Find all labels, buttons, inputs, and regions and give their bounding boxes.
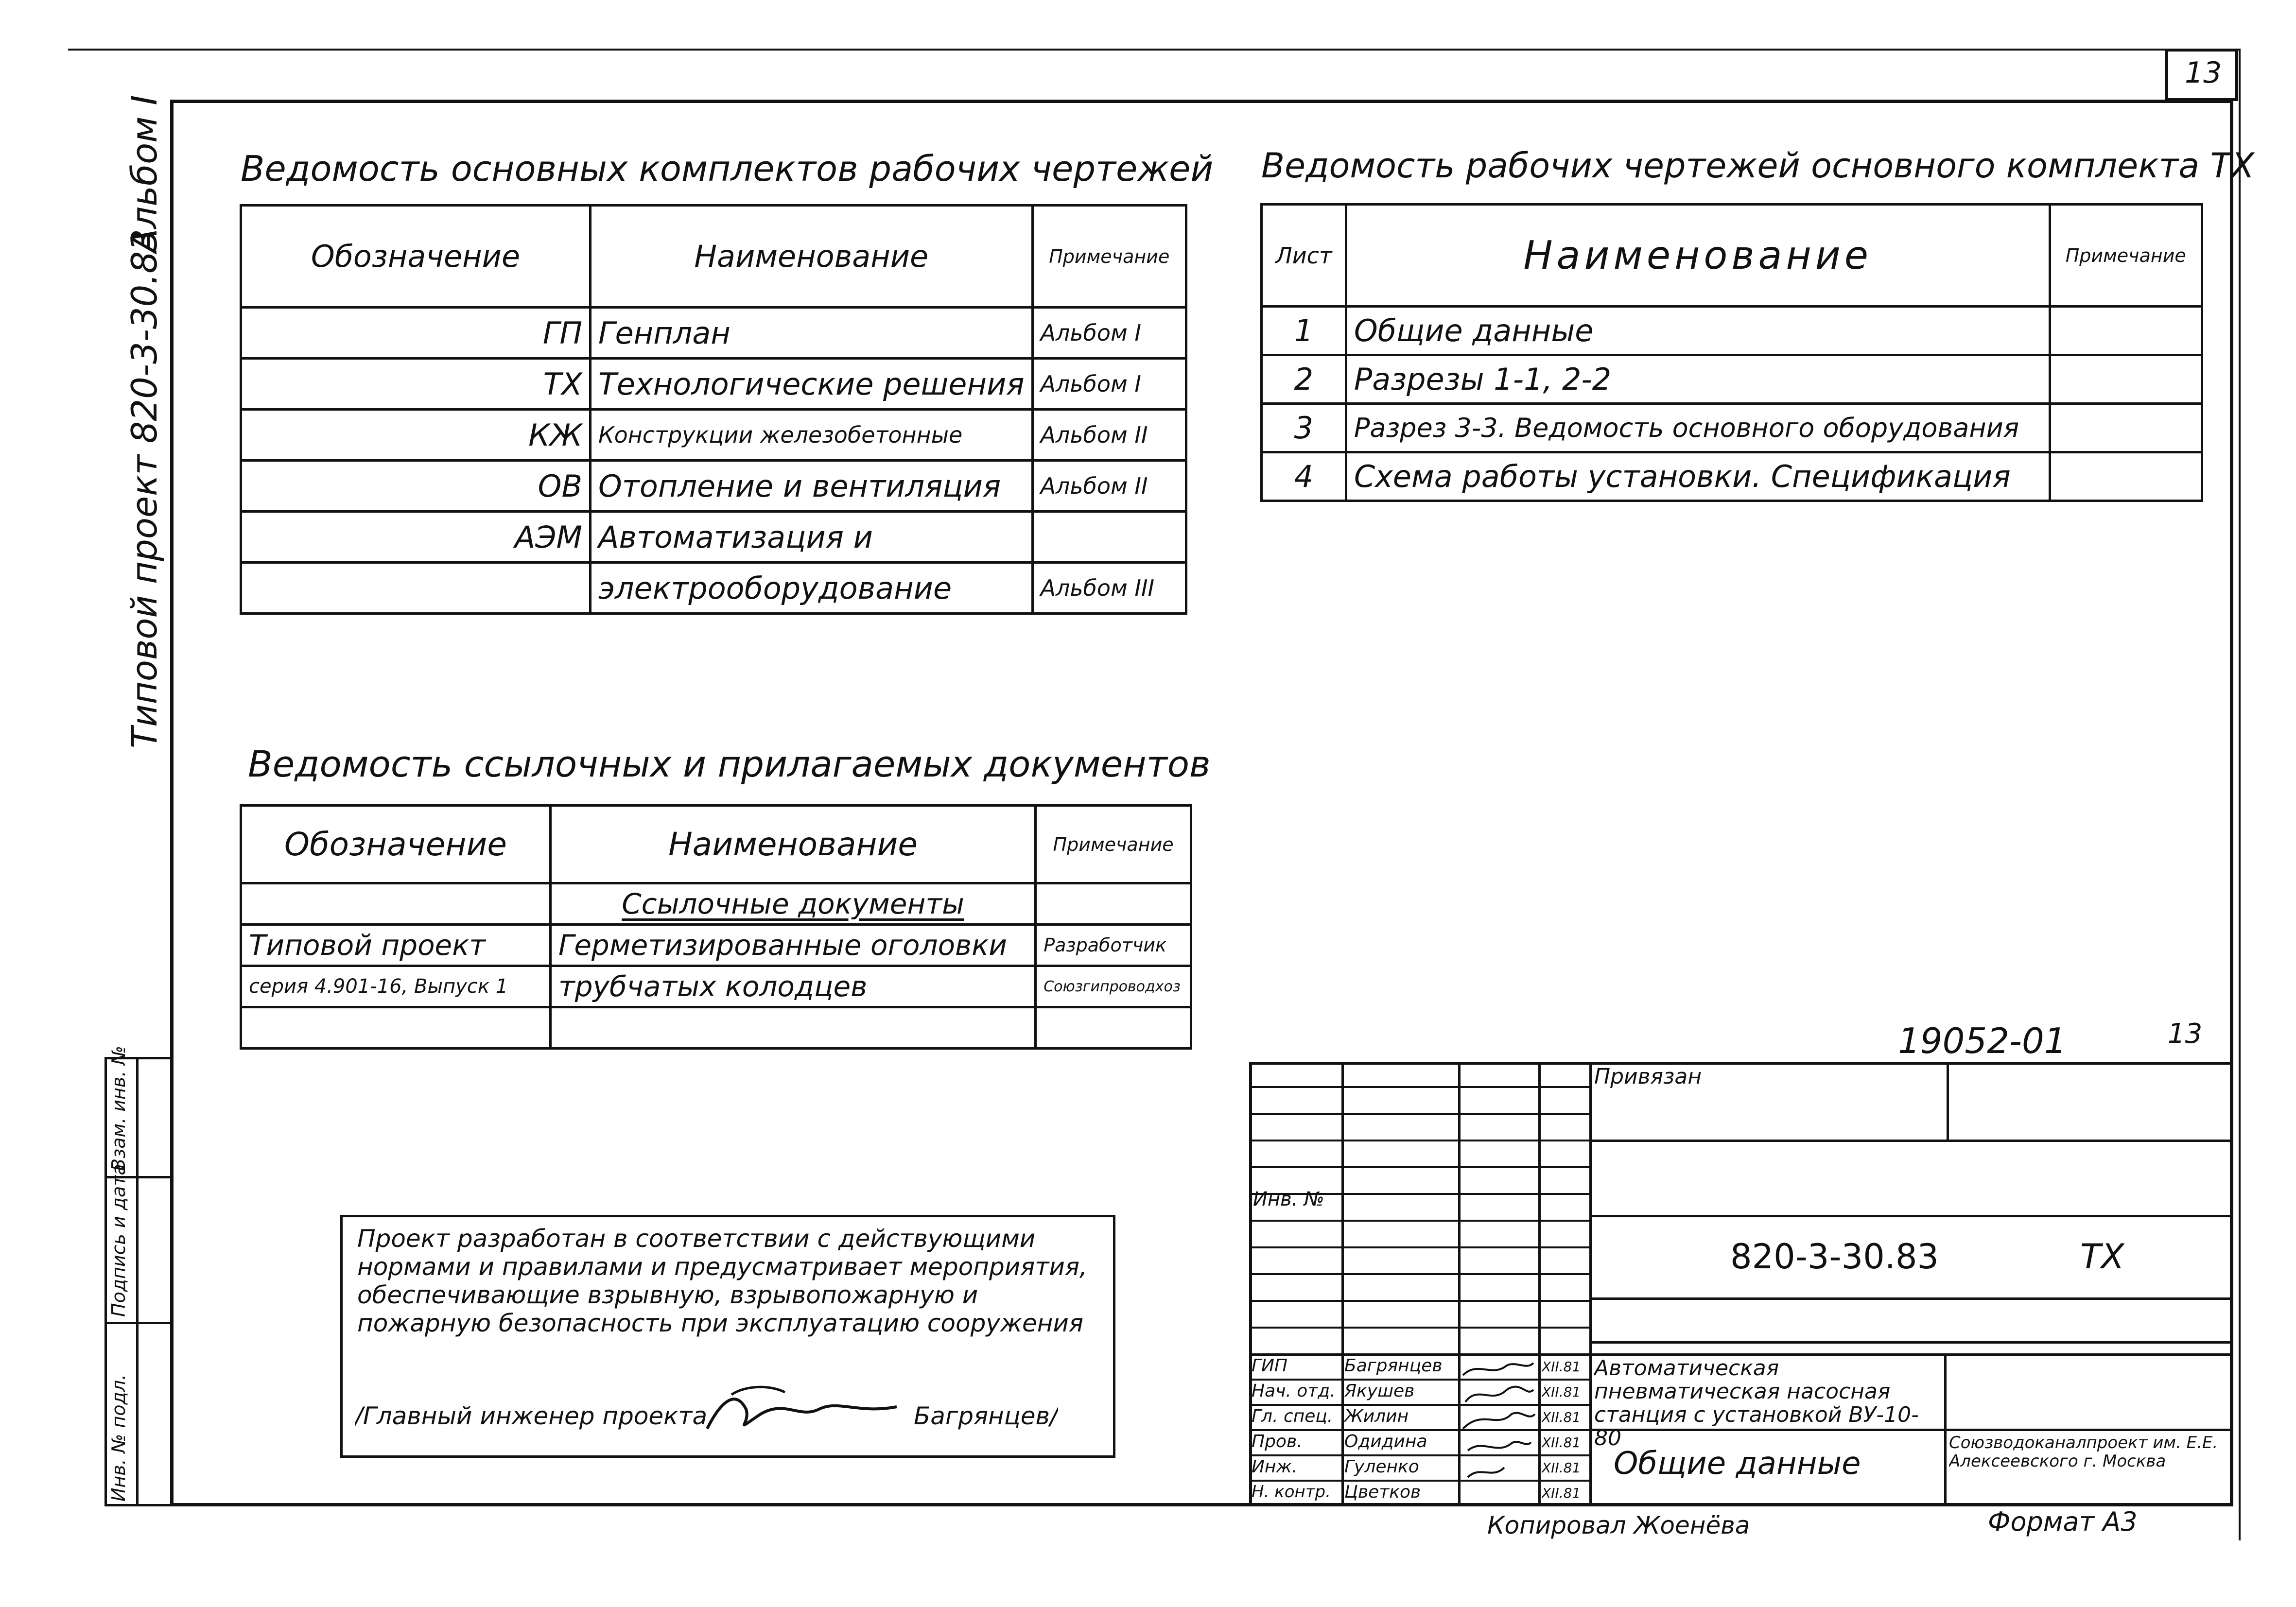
table-cell: 3	[1262, 404, 1346, 452]
title-block-org: Союзводоканалпроект им. Е.Е. Алексеевского г. Москва	[1949, 1434, 2218, 1470]
table3	[240, 804, 1192, 1050]
album-label: Альбом I	[124, 95, 165, 253]
table-cell: Разрезы 1-1, 2-2	[1346, 355, 2050, 404]
table-cell: 4	[1262, 452, 1346, 501]
people-name: Одидина	[1344, 1432, 1427, 1451]
table-cell: Схема работы установки. Спецификация	[1346, 452, 2050, 501]
people-date: XII.81	[1542, 1359, 1581, 1375]
table-cell: Конструкции железобетонные	[591, 410, 1033, 461]
table-cell: Общие данные	[1346, 307, 2050, 355]
table-cell: Генплан	[591, 308, 1033, 359]
table1	[240, 204, 1187, 615]
table-cell: 2	[1262, 355, 1346, 404]
people-date: XII.81	[1542, 1434, 1581, 1451]
title-block-inv-label: Инв. №	[1253, 1188, 1324, 1210]
people-name: Гуленко	[1344, 1457, 1419, 1477]
people-name: Якушев	[1344, 1381, 1415, 1401]
table3-title: Ведомость ссылочных и прилагаемых документов	[248, 743, 1211, 785]
table-cell: ГП	[241, 308, 591, 359]
table-cell	[2050, 355, 2202, 404]
table-cell: Автоматизация и	[591, 512, 1033, 563]
table2-header-sheet: Лист	[1262, 205, 1346, 307]
table2-header-name: Наименование	[1346, 205, 2050, 307]
table-cell: Разработчик	[1036, 925, 1191, 966]
table3-header-note: Примечание	[1036, 806, 1191, 883]
people-name: Жилин	[1344, 1406, 1409, 1426]
table-cell	[2050, 404, 2202, 452]
table-cell: КЖ	[241, 410, 591, 461]
project-label: Типовой проект 820-3-30.83	[124, 229, 165, 748]
table-cell: серия 4.901-16, Выпуск 1	[241, 966, 551, 1007]
table-cell: Типовой проект	[241, 925, 551, 966]
table3-header-name: Наименование	[551, 806, 1036, 883]
table-cell: Альбом II	[1032, 461, 1186, 512]
table2	[1260, 203, 2203, 502]
people-role: Пров.	[1252, 1432, 1303, 1451]
people-role: Гл. спец.	[1252, 1406, 1333, 1426]
table-cell: Альбом I	[1032, 359, 1186, 410]
table-cell: Альбом II	[1032, 410, 1186, 461]
note-text: Проект разработан в соответствии с действующими нормами и правилами и предусматривает мероприятия, обеспечивающие взрывную, взрывопожарную и пожарную безопасность при эксплуатацию сооружения	[357, 1225, 1087, 1337]
table-cell: ОВ	[241, 461, 591, 512]
people-date: XII.81	[1542, 1485, 1581, 1501]
title-block-sheet-name: Общие данные	[1614, 1446, 1861, 1482]
people-name: Багрянцев	[1344, 1356, 1443, 1376]
people-role: Н. контр.	[1252, 1482, 1331, 1502]
table-cell: Союзгипроводхоз	[1036, 966, 1191, 1007]
table1-header-name: Наименование	[591, 206, 1033, 308]
table2-header-note: Примечание	[2050, 205, 2202, 307]
table-cell: АЭМ	[241, 512, 591, 563]
title-block-mark: ТХ	[2080, 1237, 2124, 1277]
people-name: Цветков	[1344, 1482, 1421, 1502]
stamp-label-inventory: Инв. № подл.	[108, 1374, 129, 1502]
table-cell: Герметизированные оголовки	[551, 925, 1036, 966]
table3-section: Ссылочные документы	[622, 887, 964, 920]
table-cell: ТХ	[241, 359, 591, 410]
table-cell	[1032, 512, 1186, 563]
people-date: XII.81	[1542, 1409, 1581, 1425]
table1-header-note: Примечание	[1032, 206, 1186, 308]
note-signer: Багрянцев/	[914, 1402, 1058, 1430]
people-role: Инж.	[1252, 1457, 1298, 1477]
table-cell: 1	[1262, 307, 1346, 355]
title-block-designation: 820-3-30.83	[1730, 1237, 1939, 1277]
table-cell: Отопление и вентиляция	[591, 461, 1033, 512]
stamp-label-signature: Подпись и дата	[108, 1164, 129, 1317]
title-block-bound: Привязан	[1594, 1064, 1702, 1089]
table-cell	[241, 1007, 551, 1049]
footer-format: Формат А3	[1988, 1506, 2138, 1537]
table1-header-code: Обозначение	[241, 206, 591, 308]
people-role: Нач. отд.	[1252, 1381, 1336, 1401]
table3-header-code: Обозначение	[241, 806, 551, 883]
footer-copied: Копировал Жоенёва	[1487, 1511, 1750, 1539]
table-cell	[1036, 1007, 1191, 1049]
table-cell	[2050, 307, 2202, 355]
note-signature-line: /Главный инженер проекта	[355, 1402, 708, 1430]
doc-sheet: 13	[2168, 1018, 2203, 1050]
table-cell: Альбом III	[1032, 563, 1186, 614]
table-cell: Разрез 3-3. Ведомость основного оборудования	[1346, 404, 2050, 452]
title-block-object: Автоматическая пневматическая насосная станция с установкой ВУ-10-80	[1594, 1357, 1919, 1450]
doc-number: 19052-01	[1898, 1020, 2067, 1061]
people-date: XII.81	[1542, 1460, 1581, 1476]
table-cell	[2050, 452, 2202, 501]
table2-title: Ведомость рабочих чертежей основного комплекта ТХ	[1261, 146, 2255, 186]
people-date: XII.81	[1542, 1384, 1581, 1400]
table-cell	[551, 1007, 1036, 1049]
table-cell: электрооборудование	[591, 563, 1033, 614]
signatures	[1458, 1356, 1538, 1506]
signature-chief-engineer	[702, 1380, 906, 1448]
sheet-number: 13	[2185, 56, 2222, 90]
table-cell: Альбом I	[1032, 308, 1186, 359]
table1-title: Ведомость основных комплектов рабочих чертежей	[241, 148, 1214, 189]
table-cell	[241, 563, 591, 614]
people-role: ГИП	[1252, 1356, 1288, 1376]
table-cell: трубчатых колодцев	[551, 966, 1036, 1007]
stamp-label-replace: Взам. инв. №	[108, 1045, 129, 1171]
table-cell: Технологические решения	[591, 359, 1033, 410]
